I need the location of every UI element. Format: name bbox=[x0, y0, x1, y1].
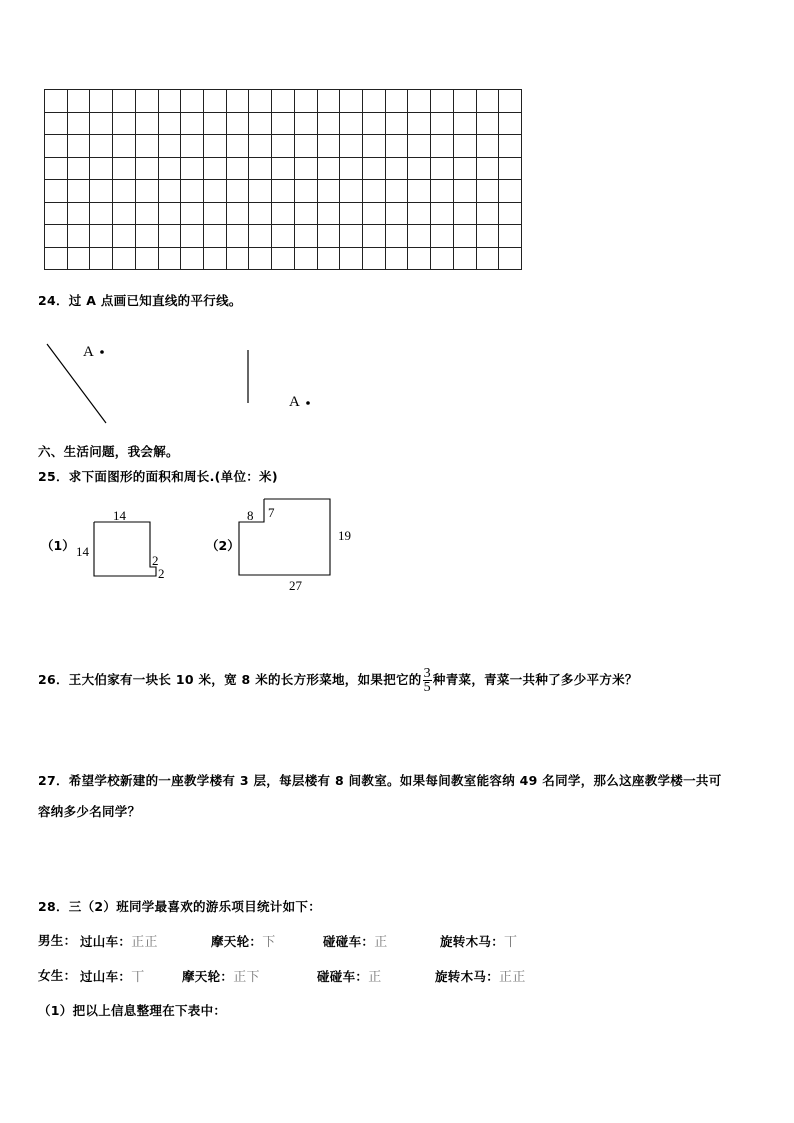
grid-cell bbox=[45, 203, 68, 226]
point-a-dot-2 bbox=[306, 401, 310, 405]
grid-cell bbox=[227, 248, 250, 271]
grid-cell bbox=[477, 180, 500, 203]
grid-cell bbox=[295, 248, 318, 271]
grid-cell bbox=[68, 203, 91, 226]
grid-cell bbox=[136, 158, 159, 181]
section-6-title: 六、生活问题，我会解。 bbox=[38, 444, 179, 459]
grid-cell bbox=[408, 113, 431, 136]
given-line-diagonal bbox=[47, 344, 106, 423]
question-24-title: 24．过 A 点画已知直线的平行线。 bbox=[38, 293, 242, 308]
grid-cell bbox=[318, 180, 341, 203]
grid-cell bbox=[249, 248, 272, 271]
grid-cell bbox=[454, 180, 477, 203]
boys-label: 男生： bbox=[38, 933, 77, 948]
grid-cell bbox=[204, 90, 227, 113]
grid-cell bbox=[477, 158, 500, 181]
grid-cell bbox=[408, 248, 431, 271]
grid-cell bbox=[431, 135, 454, 158]
grid-cell bbox=[136, 135, 159, 158]
girls-label: 女生： bbox=[38, 968, 77, 983]
question-27-line-2: 容纳多少名同学？ bbox=[38, 804, 141, 819]
grid-cell bbox=[159, 113, 182, 136]
grid-cell bbox=[136, 180, 159, 203]
grid-cell bbox=[159, 248, 182, 271]
question-26 bbox=[38, 667, 638, 694]
grid-cell bbox=[204, 180, 227, 203]
grid-cell bbox=[45, 113, 68, 136]
grid-cell bbox=[45, 180, 68, 203]
grid-cell bbox=[68, 158, 91, 181]
grid-cell bbox=[454, 158, 477, 181]
grid-cell bbox=[159, 158, 182, 181]
grid-cell bbox=[340, 113, 363, 136]
grid-cell bbox=[477, 248, 500, 271]
grid-cell bbox=[249, 113, 272, 136]
grid-cell bbox=[181, 248, 204, 271]
tally-marks: 丅 bbox=[131, 970, 145, 985]
grid-cell bbox=[181, 90, 204, 113]
grid-cell bbox=[499, 113, 522, 136]
grid-cell bbox=[363, 203, 386, 226]
grid-cell bbox=[408, 90, 431, 113]
grid-cell bbox=[136, 90, 159, 113]
boys-ferris-wheel: 摩天轮：下 bbox=[211, 934, 276, 950]
grid-cell bbox=[295, 158, 318, 181]
grid-cell bbox=[227, 225, 250, 248]
grid-cell bbox=[68, 113, 91, 136]
grid-cell bbox=[477, 203, 500, 226]
grid-cell bbox=[431, 248, 454, 271]
grid-cell bbox=[249, 225, 272, 248]
grid-cell bbox=[499, 225, 522, 248]
question-25-title: 25．求下面图形的面积和周长.(单位：米) bbox=[38, 469, 278, 484]
tally-marks: 正 bbox=[368, 970, 382, 985]
grid-cell bbox=[318, 248, 341, 271]
grid-cell bbox=[181, 225, 204, 248]
grid-cell bbox=[204, 203, 227, 226]
grid-cell bbox=[90, 135, 113, 158]
grid-cell bbox=[499, 158, 522, 181]
grid-cell bbox=[113, 248, 136, 271]
grid-cell bbox=[272, 180, 295, 203]
grid-cell bbox=[318, 158, 341, 181]
tally-marks: 正正 bbox=[499, 970, 526, 985]
fraction-numerator: 3 bbox=[423, 666, 431, 681]
girls-roller-coaster: 过山车：丅 bbox=[80, 969, 145, 985]
grid-cell bbox=[477, 90, 500, 113]
grid-cell bbox=[431, 158, 454, 181]
grid-cell bbox=[363, 225, 386, 248]
question-26-text-before: 26．王大伯家有一块长 10 米，宽 8 米的长方形菜地，如果把它的 bbox=[38, 672, 422, 687]
grid-cell bbox=[227, 180, 250, 203]
figure-1-notch-horizontal: 2 bbox=[158, 566, 165, 581]
grid-cell bbox=[431, 180, 454, 203]
boys-roller-coaster: 过山车：正正 bbox=[80, 934, 158, 950]
grid-cell bbox=[386, 248, 409, 271]
figure-2-notch-vertical: 8 bbox=[247, 508, 254, 523]
grid-cell bbox=[363, 135, 386, 158]
fraction-denominator: 5 bbox=[423, 680, 431, 695]
fraction-three-fifths bbox=[423, 667, 432, 694]
grid-cell bbox=[295, 90, 318, 113]
grid-cell bbox=[45, 225, 68, 248]
grid-cell bbox=[113, 158, 136, 181]
grid-cell bbox=[386, 180, 409, 203]
grid-cell bbox=[363, 248, 386, 271]
grid-cell bbox=[204, 113, 227, 136]
grid-cell bbox=[431, 113, 454, 136]
grid-cell bbox=[295, 113, 318, 136]
grid-cell bbox=[181, 180, 204, 203]
grid-cell bbox=[499, 135, 522, 158]
grid-cell bbox=[45, 158, 68, 181]
grid-cell bbox=[499, 90, 522, 113]
grid-cell bbox=[340, 248, 363, 271]
grid-cell bbox=[68, 135, 91, 158]
grid-cell bbox=[408, 225, 431, 248]
grid-cell bbox=[454, 203, 477, 226]
grid-cell bbox=[272, 113, 295, 136]
grid-cell bbox=[68, 180, 91, 203]
grid-cell bbox=[113, 225, 136, 248]
grid-cell bbox=[295, 135, 318, 158]
grid-cell bbox=[249, 90, 272, 113]
grid-cell bbox=[136, 225, 159, 248]
grid-cell bbox=[68, 90, 91, 113]
grid-cell bbox=[181, 203, 204, 226]
tally-marks: 正正 bbox=[131, 935, 158, 950]
grid-cell bbox=[204, 225, 227, 248]
girls-bumper-cars: 碰碰车：正 bbox=[317, 969, 382, 985]
grid-cell bbox=[454, 248, 477, 271]
grid-cell bbox=[159, 90, 182, 113]
figure-1-left-length: 14 bbox=[76, 544, 89, 559]
grid-cell bbox=[431, 203, 454, 226]
girls-carousel: 旋转木马：正正 bbox=[435, 969, 526, 985]
grid-cell bbox=[181, 135, 204, 158]
question-27-line-1: 27．希望学校新建的一座教学楼有 3 层，每层楼有 8 间教室。如果每间教室能容纳 49 名同学，那么这座教学楼一共可 bbox=[38, 773, 722, 788]
grid-cell bbox=[386, 90, 409, 113]
tally-marks: 下 bbox=[262, 935, 276, 950]
grid-cell bbox=[499, 248, 522, 271]
grid-cell bbox=[363, 90, 386, 113]
boys-carousel: 旋转木马：丅 bbox=[440, 934, 518, 950]
grid-cell bbox=[499, 180, 522, 203]
grid-cell bbox=[295, 203, 318, 226]
grid-cell bbox=[386, 113, 409, 136]
grid-cell bbox=[90, 248, 113, 271]
grid-cell bbox=[181, 113, 204, 136]
tally-marks: 正 bbox=[374, 935, 388, 950]
grid-cell bbox=[159, 135, 182, 158]
point-a-label-1: A bbox=[83, 344, 94, 360]
grid-cell bbox=[386, 203, 409, 226]
figure-1-shape bbox=[90, 520, 160, 580]
grid-cell bbox=[408, 158, 431, 181]
question-26-text-after: 种青菜，青菜一共种了多少平方米？ bbox=[432, 672, 638, 687]
grid-cell bbox=[227, 203, 250, 226]
grid-cell bbox=[90, 113, 113, 136]
grid-cell bbox=[68, 248, 91, 271]
grid-cell bbox=[408, 203, 431, 226]
grid-cell bbox=[318, 135, 341, 158]
grid-cell bbox=[113, 135, 136, 158]
grid-cell bbox=[181, 158, 204, 181]
grid-cell bbox=[340, 180, 363, 203]
figure-2-tag: （2） bbox=[206, 538, 240, 553]
grid-cell bbox=[136, 203, 159, 226]
grid-cell bbox=[136, 248, 159, 271]
grid-cell bbox=[318, 113, 341, 136]
grid-cell bbox=[386, 135, 409, 158]
grid-cell bbox=[477, 225, 500, 248]
grid-cell bbox=[295, 180, 318, 203]
figure-2-notch-horizontal: 7 bbox=[268, 505, 275, 520]
grid-cell bbox=[408, 135, 431, 158]
grid-cell bbox=[454, 225, 477, 248]
grid-cell bbox=[249, 203, 272, 226]
tally-marks: 丅 bbox=[504, 935, 518, 950]
grid-cell bbox=[90, 90, 113, 113]
grid-cell bbox=[90, 203, 113, 226]
grid-cell bbox=[408, 180, 431, 203]
grid-cell bbox=[454, 135, 477, 158]
grid-cell bbox=[204, 158, 227, 181]
grid-cell bbox=[249, 158, 272, 181]
grid-cell bbox=[386, 225, 409, 248]
figure-2-bottom-length: 27 bbox=[289, 578, 302, 593]
grid-cell bbox=[45, 248, 68, 271]
tally-marks: 正下 bbox=[233, 970, 260, 985]
grid-cell bbox=[363, 158, 386, 181]
grid-cell bbox=[431, 90, 454, 113]
grid-cell bbox=[45, 90, 68, 113]
grid-cell bbox=[363, 113, 386, 136]
point-a-label-2: A bbox=[289, 394, 300, 410]
question-28-sub-1: （1）把以上信息整理在下表中： bbox=[38, 1003, 227, 1018]
grid-cell bbox=[227, 158, 250, 181]
grid-cell bbox=[318, 90, 341, 113]
grid-cell bbox=[68, 225, 91, 248]
grid-cell bbox=[227, 90, 250, 113]
drawing-grid bbox=[44, 89, 522, 270]
grid-cell bbox=[272, 135, 295, 158]
grid-cell bbox=[90, 225, 113, 248]
grid-cell bbox=[340, 90, 363, 113]
grid-cell bbox=[363, 180, 386, 203]
grid-cell bbox=[227, 113, 250, 136]
grid-cell bbox=[227, 135, 250, 158]
grid-cell bbox=[272, 90, 295, 113]
grid-cell bbox=[204, 135, 227, 158]
grid-cell bbox=[113, 203, 136, 226]
grid-cell bbox=[45, 135, 68, 158]
grid-cell bbox=[113, 180, 136, 203]
grid-cell bbox=[272, 158, 295, 181]
grid-cell bbox=[386, 158, 409, 181]
grid-cell bbox=[318, 225, 341, 248]
grid-cell bbox=[159, 225, 182, 248]
point-a-dot-1 bbox=[100, 350, 104, 354]
grid-cell bbox=[136, 113, 159, 136]
grid-cell bbox=[318, 203, 341, 226]
grid-cell bbox=[340, 203, 363, 226]
girls-ferris-wheel: 摩天轮：正下 bbox=[182, 969, 260, 985]
grid-cell bbox=[249, 135, 272, 158]
grid-cell bbox=[272, 248, 295, 271]
grid-cell bbox=[159, 203, 182, 226]
grid-cell bbox=[340, 135, 363, 158]
grid-cell bbox=[159, 180, 182, 203]
grid-cell bbox=[454, 90, 477, 113]
grid-cell bbox=[90, 158, 113, 181]
grid-cell bbox=[340, 158, 363, 181]
grid-cell bbox=[477, 135, 500, 158]
figure-2-right-length: 19 bbox=[338, 528, 351, 543]
grid-cell bbox=[477, 113, 500, 136]
figure-1-top-length: 14 bbox=[113, 508, 126, 523]
boys-bumper-cars: 碰碰车：正 bbox=[323, 934, 388, 950]
figure-1-notch-vertical: 2 bbox=[152, 553, 159, 568]
grid-cell bbox=[113, 90, 136, 113]
grid-cell bbox=[113, 113, 136, 136]
grid-cell bbox=[431, 225, 454, 248]
grid-cell bbox=[90, 180, 113, 203]
grid-cell bbox=[295, 225, 318, 248]
grid-cell bbox=[204, 248, 227, 271]
figure-1-tag: （1） bbox=[41, 538, 75, 553]
grid-cell bbox=[454, 113, 477, 136]
grid-cell bbox=[249, 180, 272, 203]
grid-cell bbox=[340, 225, 363, 248]
grid-cell bbox=[499, 203, 522, 226]
grid-cell bbox=[272, 203, 295, 226]
grid-cell bbox=[272, 225, 295, 248]
question-28-title: 28．三（2）班同学最喜欢的游乐项目统计如下： bbox=[38, 899, 321, 914]
